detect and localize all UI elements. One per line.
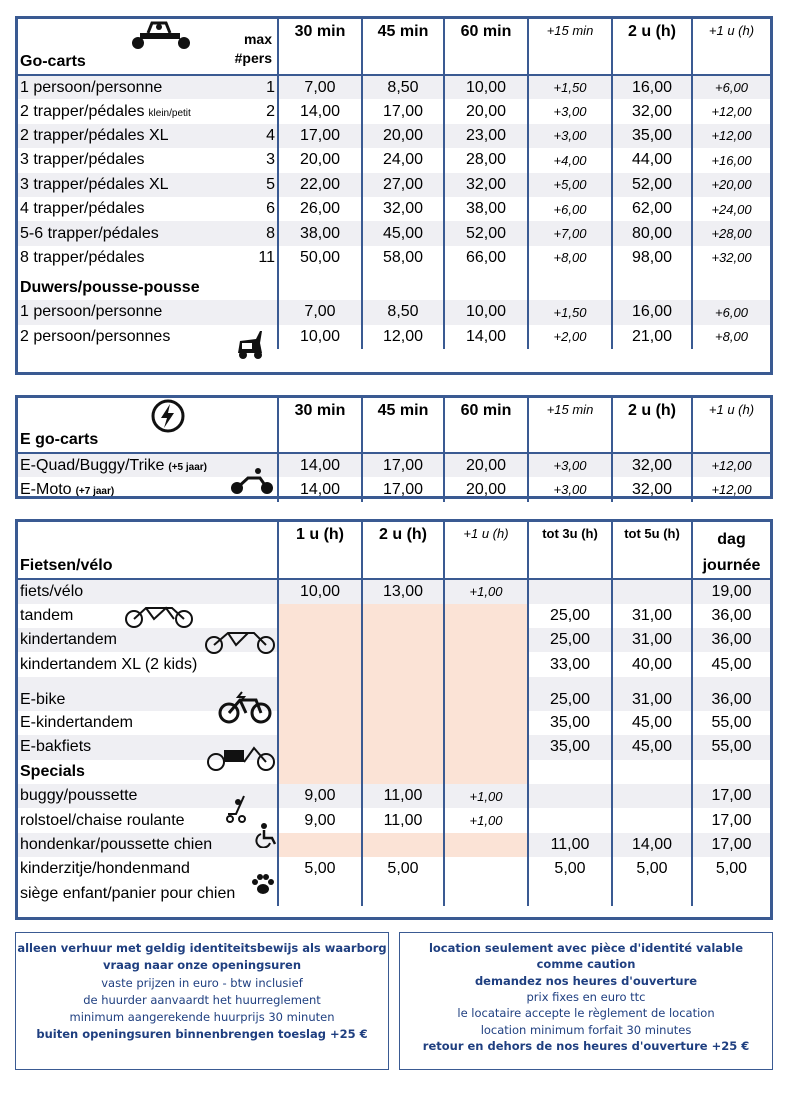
item-sublabel: (+5 jaar) bbox=[168, 461, 207, 473]
max-persons-value: 3 bbox=[266, 151, 275, 169]
duwers-row bbox=[18, 325, 770, 349]
price-cell: 38,00 bbox=[278, 221, 362, 245]
gocarts-row bbox=[18, 75, 770, 99]
price-cell bbox=[362, 652, 444, 676]
price-cell bbox=[528, 808, 612, 832]
egocarts-header-3: +15 min bbox=[528, 398, 612, 453]
info-fr-5: retour en dehors de nos heures d'ouverture +25 € bbox=[422, 1038, 750, 1053]
price-cell: +8,00 bbox=[692, 325, 770, 349]
price-cell: +3,00 bbox=[528, 124, 612, 148]
price-cell: +3,00 bbox=[528, 453, 612, 477]
egocarts-header-1: 45 min bbox=[362, 398, 444, 453]
price-cell: 45,00 bbox=[612, 711, 692, 735]
price-cell: 35,00 bbox=[528, 711, 612, 735]
price-cell bbox=[692, 881, 770, 905]
gocarts-header-3: +15 min bbox=[528, 19, 612, 75]
item-label: 1 persoon/personne bbox=[20, 78, 163, 96]
item-label: E-Moto bbox=[20, 480, 72, 498]
price-cell: +6,00 bbox=[528, 197, 612, 221]
price-cell: 16,00 bbox=[612, 75, 692, 99]
price-cell bbox=[278, 628, 362, 652]
price-cell: 98,00 bbox=[612, 246, 692, 270]
price-cell: 28,00 bbox=[444, 148, 528, 172]
price-cell: 33,00 bbox=[528, 652, 612, 676]
price-cell: 45,00 bbox=[692, 652, 770, 676]
item-sublabel: klein/petit bbox=[148, 107, 191, 119]
gocarts-row-label bbox=[18, 246, 278, 270]
price-cell bbox=[362, 711, 444, 735]
info-fr-4: location minimum forfait 30 minutes bbox=[480, 1022, 692, 1037]
info-nl-0: alleen verhuur met geldig identiteitsbewijs als waarborg bbox=[17, 941, 387, 955]
gocarts-row bbox=[18, 221, 770, 245]
fietsen-header-dag bbox=[692, 522, 770, 579]
item-label: E-kindertandem bbox=[20, 713, 133, 731]
price-cell: 32,00 bbox=[612, 453, 692, 477]
price-cell: 52,00 bbox=[444, 221, 528, 245]
empty-cell bbox=[362, 760, 444, 784]
max-persons-value: 6 bbox=[266, 200, 275, 218]
price-cell bbox=[444, 833, 528, 857]
egocarts-row bbox=[18, 453, 770, 477]
item-label: siège enfant/panier pour chien bbox=[20, 884, 236, 902]
item-label: 4 trapper/pédales bbox=[20, 200, 145, 218]
price-cell: +6,00 bbox=[692, 75, 770, 99]
price-cell: 5,00 bbox=[692, 857, 770, 881]
specials-row bbox=[18, 784, 770, 808]
price-cell: 17,00 bbox=[692, 784, 770, 808]
fietsen-header-1: 2 u (h) bbox=[362, 522, 444, 579]
price-cell: +3,00 bbox=[528, 477, 612, 501]
max-persons-value: 5 bbox=[266, 175, 275, 193]
lightning-icon bbox=[150, 398, 186, 434]
fietsen-title: Fietsen/vélo bbox=[20, 557, 113, 575]
max-persons-value: 8 bbox=[266, 224, 275, 242]
price-cell: +12,00 bbox=[692, 99, 770, 123]
price-cell bbox=[278, 604, 362, 628]
price-cell: 9,00 bbox=[278, 808, 362, 832]
price-cell: 20,00 bbox=[444, 453, 528, 477]
gocarts-header-row bbox=[18, 19, 770, 75]
max-persons-value: 11 bbox=[258, 248, 275, 266]
price-cell: 36,00 bbox=[692, 604, 770, 628]
empty-cell bbox=[278, 760, 362, 784]
empty-cell bbox=[528, 760, 612, 784]
gocarts-row-label bbox=[18, 173, 278, 197]
item-label: 2 trapper/pédales XL bbox=[20, 126, 169, 144]
gocarts-header-2: 60 min bbox=[444, 19, 528, 75]
fietsen-header-3: tot 3u (h) bbox=[528, 522, 612, 579]
price-cell: 62,00 bbox=[612, 197, 692, 221]
tandem-icon bbox=[124, 604, 194, 630]
price-cell bbox=[278, 677, 362, 711]
price-cell: 14,00 bbox=[278, 453, 362, 477]
price-cell bbox=[362, 677, 444, 711]
price-cell: 21,00 bbox=[612, 325, 692, 349]
item-label: 5-6 trapper/pédales bbox=[20, 224, 159, 242]
price-cell: +16,00 bbox=[692, 148, 770, 172]
gocarts-header-4: 2 u (h) bbox=[612, 19, 692, 75]
price-cell bbox=[528, 579, 612, 603]
kindertandem-icon bbox=[204, 626, 276, 656]
price-cell: 13,00 bbox=[362, 579, 444, 603]
price-cell bbox=[278, 833, 362, 857]
price-cell bbox=[444, 677, 528, 711]
fietsen-table bbox=[18, 522, 770, 906]
fietsen-header-row bbox=[18, 522, 770, 579]
specials-row-label bbox=[18, 833, 278, 857]
gocarts-panel bbox=[15, 16, 773, 375]
item-label: 1 persoon/personne bbox=[20, 303, 163, 321]
price-cell: +1,00 bbox=[444, 579, 528, 603]
price-cell: +1,00 bbox=[444, 808, 528, 832]
price-cell: +12,00 bbox=[692, 477, 770, 501]
fietsen-row bbox=[18, 711, 770, 735]
item-label: 8 trapper/pédales bbox=[20, 248, 145, 266]
price-cell bbox=[444, 857, 528, 881]
price-cell: 50,00 bbox=[278, 246, 362, 270]
item-label: tandem bbox=[20, 606, 74, 624]
price-cell: 80,00 bbox=[612, 221, 692, 245]
price-cell: 20,00 bbox=[362, 124, 444, 148]
price-cell: 32,00 bbox=[362, 197, 444, 221]
pers-label: #pers bbox=[234, 49, 272, 66]
price-cell: +6,00 bbox=[692, 300, 770, 324]
price-cell bbox=[278, 881, 362, 905]
max-persons-value: 2 bbox=[266, 102, 275, 120]
fietsen-row bbox=[18, 735, 770, 759]
price-cell bbox=[278, 652, 362, 676]
specials-title: Specials bbox=[20, 762, 85, 780]
price-cell bbox=[444, 711, 528, 735]
price-cell bbox=[444, 652, 528, 676]
price-cell: +1,00 bbox=[444, 784, 528, 808]
max-label: max bbox=[243, 30, 272, 47]
item-label: rolstoel/chaise roulante bbox=[20, 811, 185, 829]
price-cell: 11,00 bbox=[362, 808, 444, 832]
price-cell: 20,00 bbox=[278, 148, 362, 172]
egocarts-header-5: +1 u (h) bbox=[692, 398, 770, 453]
price-cell: 14,00 bbox=[278, 477, 362, 501]
price-cell: 9,00 bbox=[278, 784, 362, 808]
price-cell: 14,00 bbox=[444, 325, 528, 349]
item-label: 3 trapper/pédales XL bbox=[20, 175, 169, 193]
price-cell: +2,00 bbox=[528, 325, 612, 349]
gocarts-row bbox=[18, 99, 770, 123]
max-persons-value: 4 bbox=[266, 126, 275, 144]
price-cell: 17,00 bbox=[692, 808, 770, 832]
specials-row bbox=[18, 808, 770, 832]
price-cell bbox=[278, 735, 362, 759]
price-cell: 26,00 bbox=[278, 197, 362, 221]
price-cell bbox=[278, 711, 362, 735]
price-cell: 5,00 bbox=[362, 857, 444, 881]
gocarts-row-label bbox=[18, 197, 278, 221]
price-cell: 31,00 bbox=[612, 677, 692, 711]
price-cell: 8,50 bbox=[362, 300, 444, 324]
price-cell: 24,00 bbox=[362, 148, 444, 172]
gocarts-header-0: 30 min bbox=[278, 19, 362, 75]
price-cell: +12,00 bbox=[692, 124, 770, 148]
price-cell: 17,00 bbox=[362, 99, 444, 123]
info-box-fr bbox=[399, 932, 773, 1070]
item-label: kinderzitje/hondenmand bbox=[20, 860, 190, 878]
specials-row-label bbox=[18, 857, 278, 881]
max-persons-header bbox=[235, 24, 275, 68]
gocarts-row bbox=[18, 124, 770, 148]
price-cell: 25,00 bbox=[528, 604, 612, 628]
price-cell bbox=[362, 628, 444, 652]
price-cell: 12,00 bbox=[362, 325, 444, 349]
price-cell: 36,00 bbox=[692, 628, 770, 652]
egocarts-header-2: 60 min bbox=[444, 398, 528, 453]
item-label: hondenkar/poussette chien bbox=[20, 835, 213, 853]
buggy-icon bbox=[222, 794, 252, 824]
gocarts-row-label bbox=[18, 148, 278, 172]
price-cell: 31,00 bbox=[612, 628, 692, 652]
push-car-icon bbox=[234, 323, 266, 363]
empty-cell bbox=[692, 760, 770, 784]
egocarts-header-0: 30 min bbox=[278, 398, 362, 453]
ebike-icon bbox=[218, 690, 272, 724]
specials-row-label bbox=[18, 881, 278, 905]
bakfiets-icon bbox=[206, 742, 276, 772]
price-cell bbox=[444, 735, 528, 759]
price-cell: 7,00 bbox=[278, 300, 362, 324]
empty-cell bbox=[612, 760, 692, 784]
item-label: E-Quad/Buggy/Trike bbox=[20, 456, 165, 474]
egocarts-row bbox=[18, 477, 770, 501]
price-cell: 5,00 bbox=[612, 857, 692, 881]
info-nl-2: vaste prijzen in euro - btw inclusief bbox=[101, 975, 303, 990]
item-label: 2 persoon/personnes bbox=[20, 327, 171, 345]
price-cell bbox=[612, 784, 692, 808]
price-cell: 22,00 bbox=[278, 173, 362, 197]
gocarts-header-1: 45 min bbox=[362, 19, 444, 75]
price-cell: 14,00 bbox=[278, 99, 362, 123]
price-cell: 55,00 bbox=[692, 735, 770, 759]
price-cell: 10,00 bbox=[278, 579, 362, 603]
gocarts-row-label bbox=[18, 99, 278, 123]
price-cell: +20,00 bbox=[692, 173, 770, 197]
price-cell bbox=[612, 579, 692, 603]
price-cell: 66,00 bbox=[444, 246, 528, 270]
item-label: E-bakfiets bbox=[20, 738, 92, 756]
dag-label: dag bbox=[717, 531, 746, 548]
fietsen-header-2: +1 u (h) bbox=[444, 522, 528, 579]
info-fr-1: demandez nos heures d'ouverture bbox=[474, 973, 698, 988]
info-box-nl bbox=[15, 932, 389, 1070]
price-cell: 8,50 bbox=[362, 75, 444, 99]
price-cell: 36,00 bbox=[692, 677, 770, 711]
price-cell: 55,00 bbox=[692, 711, 770, 735]
journee-label: journée bbox=[702, 556, 761, 574]
price-cell: 27,00 bbox=[362, 173, 444, 197]
egocarts-header-4: 2 u (h) bbox=[612, 398, 692, 453]
price-cell: 16,00 bbox=[612, 300, 692, 324]
price-cell: 19,00 bbox=[692, 579, 770, 603]
item-label: kindertandem bbox=[20, 631, 117, 649]
gocarts-row-label bbox=[18, 75, 278, 99]
specials-row bbox=[18, 833, 770, 857]
max-persons-value: 1 bbox=[266, 78, 275, 96]
info-fr-3: le locataire accepte le règlement de location bbox=[457, 1006, 715, 1021]
price-cell: +24,00 bbox=[692, 197, 770, 221]
info-fr-2: prix fixes en euro ttc bbox=[526, 989, 646, 1004]
price-cell bbox=[362, 604, 444, 628]
gocarts-row bbox=[18, 246, 770, 270]
gocarts-row bbox=[18, 148, 770, 172]
gocarts-table bbox=[18, 19, 770, 349]
price-cell: +8,00 bbox=[528, 246, 612, 270]
price-cell: 17,00 bbox=[278, 124, 362, 148]
item-label: kindertandem XL (2 kids) bbox=[20, 655, 198, 673]
egocarts-table bbox=[18, 398, 770, 502]
duwers-section-row bbox=[18, 270, 770, 300]
price-cell: +1,50 bbox=[528, 75, 612, 99]
item-label: 2 trapper/pédales bbox=[20, 102, 145, 120]
price-cell: 25,00 bbox=[528, 677, 612, 711]
info-fr-0: location seulement avec pièce d'identité valable comme caution bbox=[428, 941, 744, 972]
gocarts-row-label bbox=[18, 124, 278, 148]
fietsen-row-label bbox=[18, 579, 278, 603]
price-cell: 11,00 bbox=[528, 833, 612, 857]
emoto-icon bbox=[228, 466, 276, 496]
price-cell: +4,00 bbox=[528, 148, 612, 172]
price-cell: 32,00 bbox=[612, 99, 692, 123]
gocart-icon bbox=[126, 21, 196, 51]
info-nl-1: vraag naar onze openingsuren bbox=[102, 958, 302, 973]
price-cell: +1,50 bbox=[528, 300, 612, 324]
price-cell bbox=[612, 881, 692, 905]
specials-row bbox=[18, 881, 770, 905]
egocarts-panel bbox=[15, 395, 773, 499]
price-cell: +3,00 bbox=[528, 99, 612, 123]
item-label: 3 trapper/pédales bbox=[20, 151, 145, 169]
fietsen-row bbox=[18, 628, 770, 652]
price-cell: 32,00 bbox=[444, 173, 528, 197]
price-cell: 23,00 bbox=[444, 124, 528, 148]
price-cell: 20,00 bbox=[444, 99, 528, 123]
price-cell bbox=[362, 735, 444, 759]
price-cell: 14,00 bbox=[612, 833, 692, 857]
price-cell: 20,00 bbox=[444, 477, 528, 501]
price-cell: 31,00 bbox=[612, 604, 692, 628]
price-cell: 44,00 bbox=[612, 148, 692, 172]
price-cell bbox=[444, 604, 528, 628]
fietsen-row bbox=[18, 652, 770, 676]
egocarts-title: E go-carts bbox=[20, 431, 99, 448]
fietsen-row bbox=[18, 677, 770, 711]
fietsen-panel bbox=[15, 519, 773, 920]
price-cell: 52,00 bbox=[612, 173, 692, 197]
price-cell: +28,00 bbox=[692, 221, 770, 245]
duwers-row-label bbox=[18, 300, 278, 324]
price-cell: +32,00 bbox=[692, 246, 770, 270]
price-cell: 17,00 bbox=[692, 833, 770, 857]
price-cell: 38,00 bbox=[444, 197, 528, 221]
price-cell: 40,00 bbox=[612, 652, 692, 676]
gocarts-title-cell bbox=[18, 19, 278, 75]
price-cell: 35,00 bbox=[528, 735, 612, 759]
egocarts-header-row bbox=[18, 398, 770, 453]
price-cell bbox=[444, 628, 528, 652]
price-cell: +12,00 bbox=[692, 453, 770, 477]
price-cell: 45,00 bbox=[362, 221, 444, 245]
price-cell: 10,00 bbox=[444, 75, 528, 99]
gocarts-header-5: +1 u (h) bbox=[692, 19, 770, 75]
gocarts-row bbox=[18, 173, 770, 197]
duwers-row bbox=[18, 300, 770, 324]
fietsen-header-0: 1 u (h) bbox=[278, 522, 362, 579]
price-cell: 10,00 bbox=[278, 325, 362, 349]
price-cell: +7,00 bbox=[528, 221, 612, 245]
price-cell bbox=[362, 833, 444, 857]
price-cell bbox=[528, 881, 612, 905]
specials-row bbox=[18, 857, 770, 881]
price-cell: 11,00 bbox=[362, 784, 444, 808]
price-cell bbox=[444, 881, 528, 905]
price-cell: 45,00 bbox=[612, 735, 692, 759]
gocarts-row-label bbox=[18, 221, 278, 245]
info-nl-5: buiten openingsuren binnenbrengen toeslag +25 € bbox=[36, 1027, 368, 1042]
item-label: fiets/vélo bbox=[20, 582, 84, 600]
wheelchair-icon bbox=[254, 822, 280, 848]
gocarts-row bbox=[18, 197, 770, 221]
item-label: buggy/poussette bbox=[20, 787, 138, 805]
empty-cell bbox=[444, 760, 528, 784]
paw-icon bbox=[250, 872, 276, 896]
price-cell bbox=[528, 784, 612, 808]
item-label: E-bike bbox=[20, 690, 66, 708]
price-cell: 7,00 bbox=[278, 75, 362, 99]
price-cell bbox=[362, 881, 444, 905]
price-cell: 10,00 bbox=[444, 300, 528, 324]
price-cell: 32,00 bbox=[612, 477, 692, 501]
price-cell: 17,00 bbox=[362, 453, 444, 477]
price-cell: +5,00 bbox=[528, 173, 612, 197]
price-cell: 58,00 bbox=[362, 246, 444, 270]
price-cell: 35,00 bbox=[612, 124, 692, 148]
info-nl-4: minimum aangerekende huurprijs 30 minuten bbox=[69, 1010, 335, 1024]
gocarts-title: Go-carts bbox=[20, 53, 86, 70]
egocarts-title-cell bbox=[18, 398, 278, 453]
price-cell bbox=[612, 808, 692, 832]
price-cell: 25,00 bbox=[528, 628, 612, 652]
fietsen-header-4: tot 5u (h) bbox=[612, 522, 692, 579]
price-cell: 5,00 bbox=[528, 857, 612, 881]
fietsen-row-label bbox=[18, 652, 278, 676]
fietsen-row bbox=[18, 579, 770, 603]
price-cell: 17,00 bbox=[362, 477, 444, 501]
item-sublabel: (+7 jaar) bbox=[75, 485, 115, 497]
info-nl-3: de huurder aanvaardt het huurreglement bbox=[83, 992, 321, 1007]
price-cell: 5,00 bbox=[278, 857, 362, 881]
specials-section-row bbox=[18, 760, 770, 784]
duwers-title: Duwers/pousse-pousse bbox=[20, 279, 200, 297]
